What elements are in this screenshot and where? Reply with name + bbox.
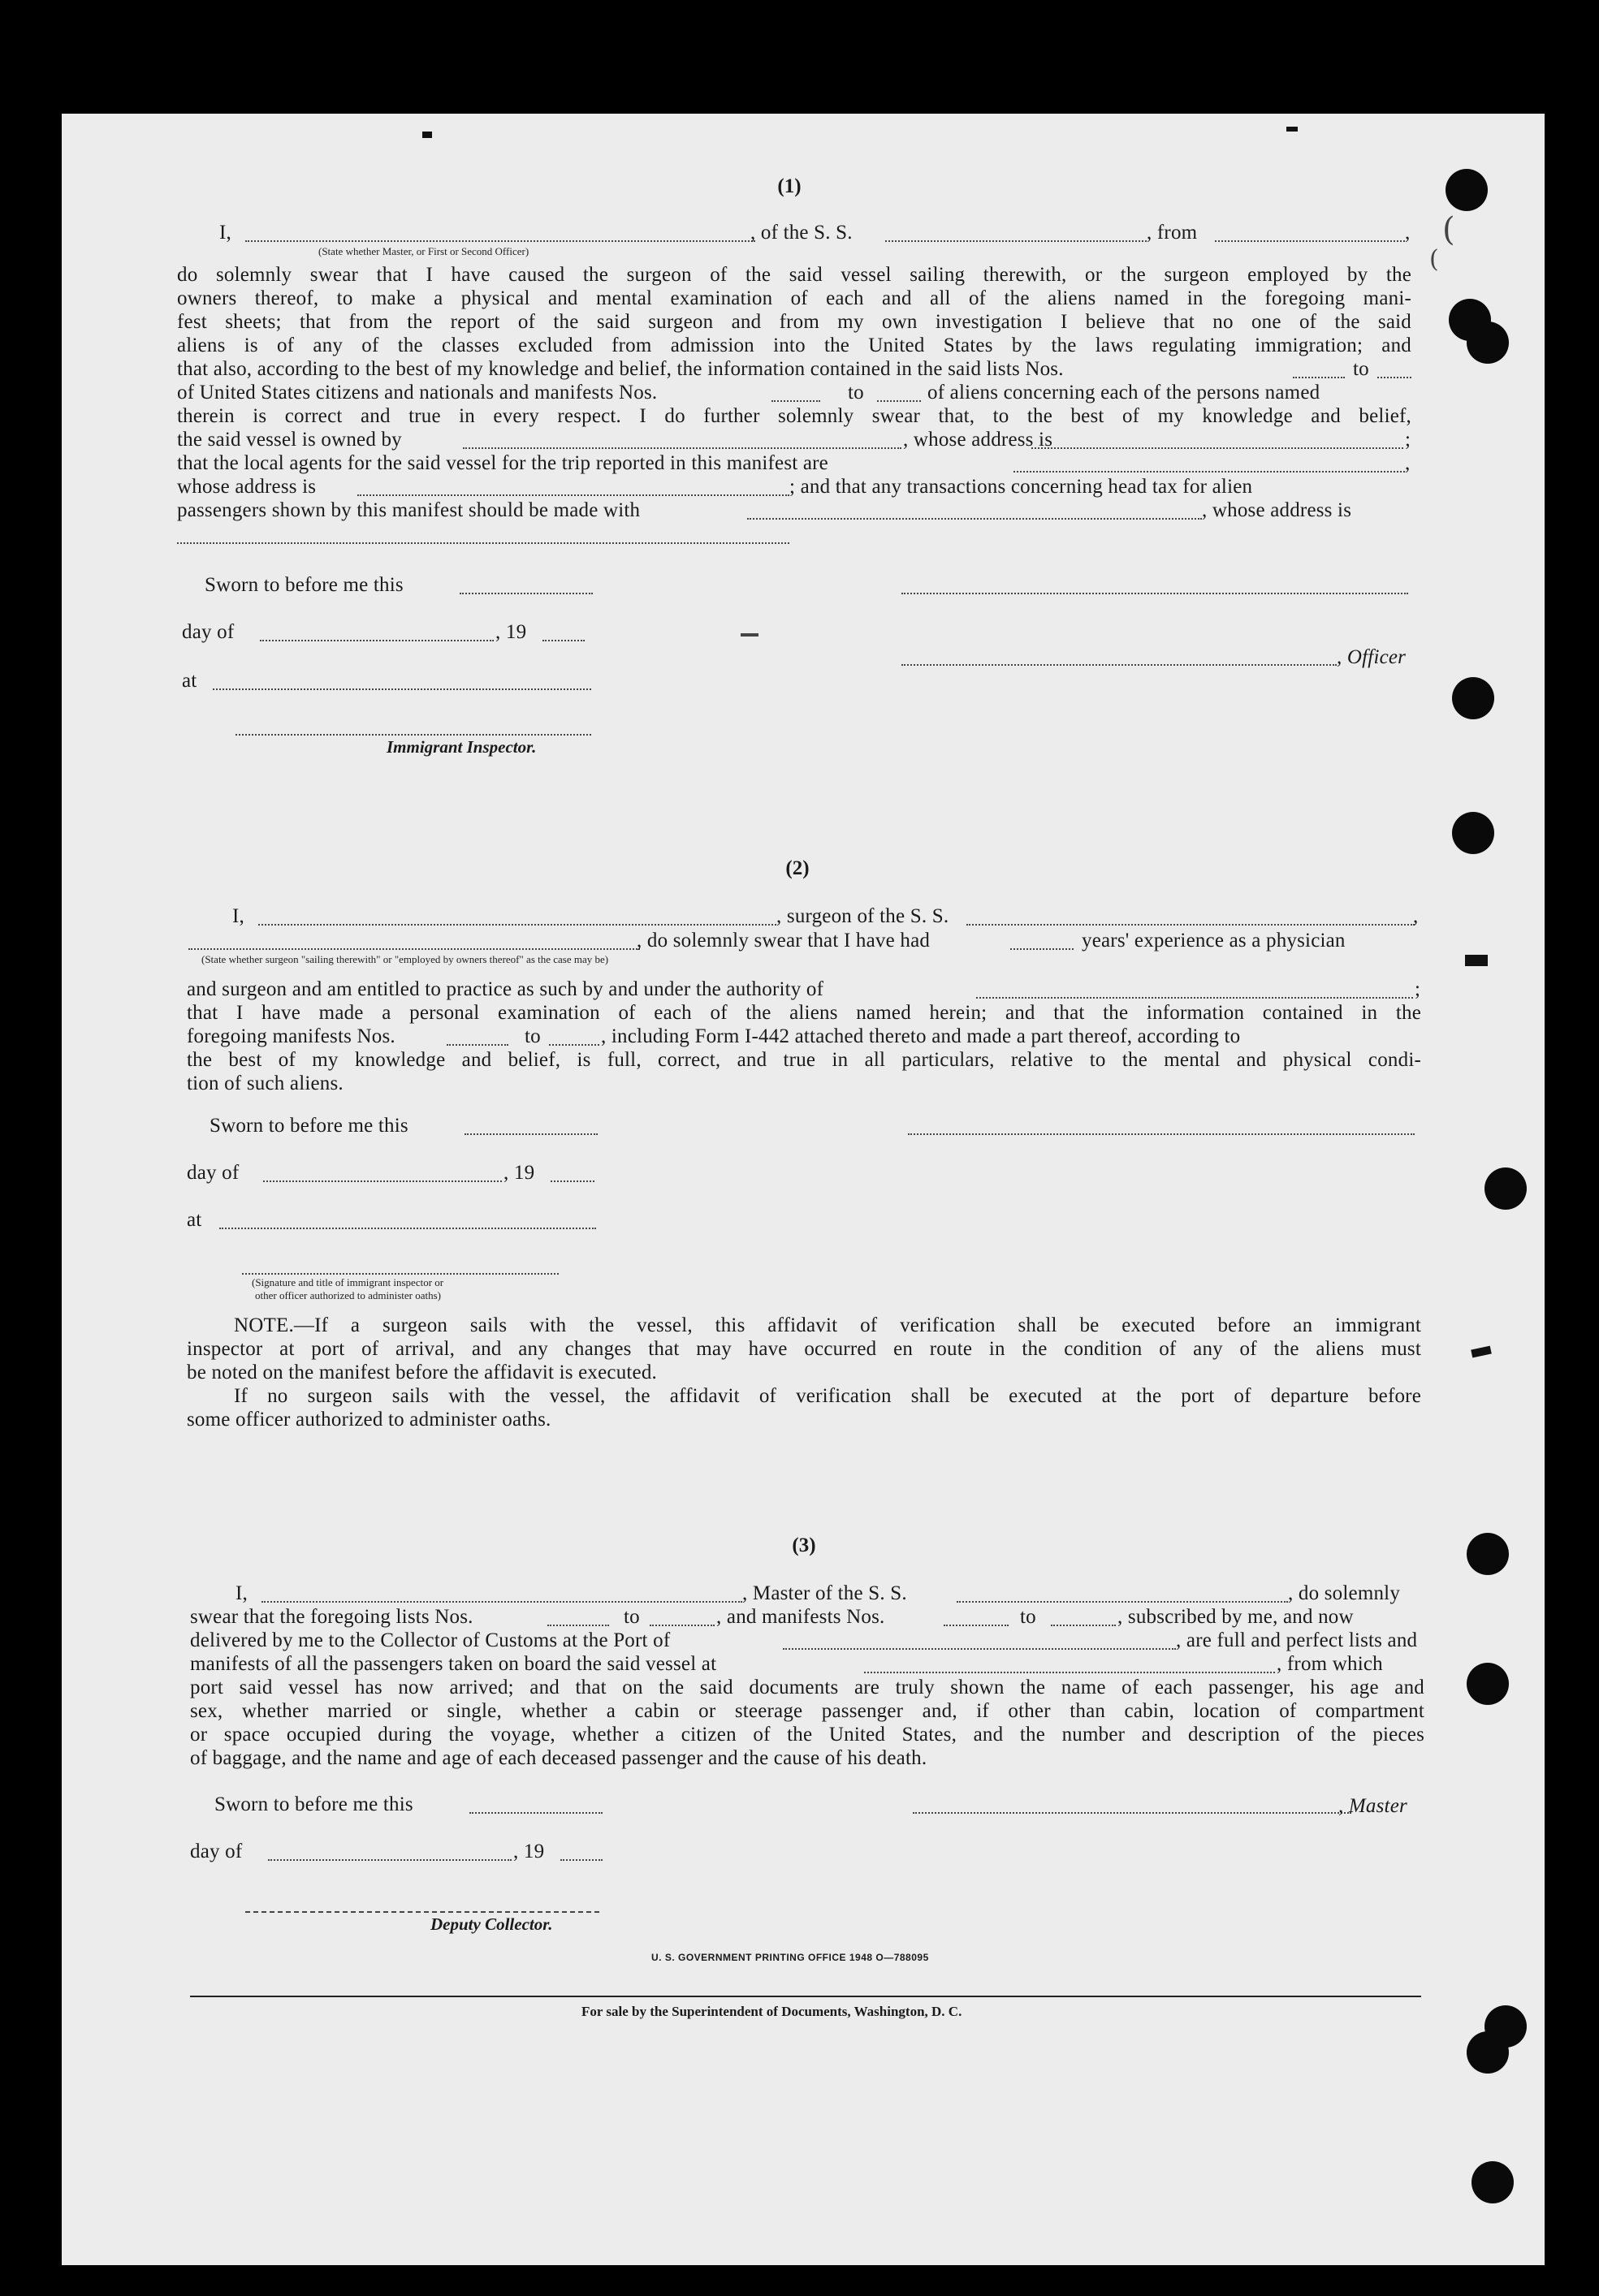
s1-line-1: I, — [219, 222, 231, 244]
section-heading-3: (3) — [792, 1534, 816, 1556]
s1-para-line-8-address: , whose address is — [903, 429, 1053, 451]
citizen-lists-from-field[interactable] — [1293, 375, 1345, 378]
s1-para-line-5-to: to — [1353, 358, 1369, 380]
s1-para-line-11-end: , whose address is — [1202, 499, 1352, 521]
s3-lists-to-field[interactable] — [650, 1623, 715, 1626]
local-agents-field[interactable] — [1013, 469, 1405, 473]
s3-line-3: delivered by me to the Collector of Customs at the Port of — [190, 1629, 671, 1651]
s2-line-1-surgeon: , surgeon of the S. S. — [776, 905, 949, 927]
s1-para-line-6-to: to — [848, 382, 864, 404]
scan-smudge — [1286, 127, 1298, 132]
s3-line-6: sex, whether married or single, whether a cabin or steerage passenger and, if other than cabin, location of compartment — [190, 1700, 1424, 1722]
s3-line-2-to2: to — [1020, 1606, 1036, 1628]
s2-para-line-4: the best of my knowledge and belief, is full, correct, and true in all particulars, relative to the mental and physical condi- — [187, 1049, 1421, 1071]
scan-smudge — [422, 132, 432, 138]
s2-para-line-3-to: to — [525, 1025, 541, 1047]
s2-note-line-3: be noted on the manifest before the affidavit is executed. — [187, 1362, 657, 1383]
master-name-field[interactable] — [245, 239, 755, 242]
sale-notice: For sale by the Superintendent of Documents, Washington, D. C. — [581, 2004, 962, 2019]
s2-at-label: at — [187, 1209, 202, 1231]
s1-line-1-of: , of the S. S. — [750, 222, 853, 244]
head-tax-contact-field[interactable] — [747, 516, 1202, 520]
s3-manifests-from-field[interactable] — [944, 1623, 1009, 1626]
vessel-owner-field[interactable] — [463, 446, 901, 449]
s3-line-4: manifests of all the passengers taken on board the said vessel at — [190, 1653, 717, 1675]
s2-para-line-5: tion of such aliens. — [187, 1072, 344, 1094]
surgeon-name-field[interactable] — [258, 922, 776, 926]
s1-para-line-8-end: ; — [1405, 429, 1411, 451]
s3-day-field[interactable] — [268, 1858, 512, 1861]
s1-officer-signature-field[interactable] — [901, 591, 1408, 594]
s2-note-line-1: NOTE.—If a surgeon sails with the vessel, this affidavit of verification shall be executed before an immigrant — [234, 1314, 1421, 1336]
punch-hole — [1467, 1533, 1509, 1575]
s2-sworn-date-field[interactable] — [465, 1132, 598, 1135]
s2-note-line-4: If no surgeon sails with the vessel, the affidavit of verification shall be executed at the port of departure before — [234, 1385, 1421, 1407]
s2-day-label: day of — [187, 1162, 240, 1184]
s1-day-label: day of — [182, 621, 235, 643]
s2-para-line-3: foregoing manifests Nos. — [187, 1025, 395, 1047]
s2-vessel-field[interactable] — [966, 922, 1415, 926]
alien-manifests-from-field[interactable] — [771, 399, 820, 402]
s3-line-1-end: , do solemnly — [1288, 1582, 1401, 1604]
s1-para-line-9: that the local agents for the said vessel for the trip reported in this manifest are — [177, 452, 828, 474]
s1-officer-note: (State whether Master, or First or Second Officer) — [318, 245, 529, 257]
s2-line-1-end: , — [1413, 905, 1419, 927]
footer-rule — [190, 1996, 1421, 1997]
punch-hole — [1452, 677, 1494, 719]
s3-lists-from-field[interactable] — [547, 1623, 609, 1626]
punch-hole — [1452, 812, 1494, 854]
s3-line-1: I, — [236, 1582, 248, 1604]
punch-hole — [1446, 169, 1488, 211]
section-heading-1: (1) — [777, 175, 802, 197]
section-heading-2: (2) — [785, 857, 810, 879]
s2-line-1: I, — [232, 905, 244, 927]
vessel-name-field[interactable] — [885, 239, 1147, 242]
s1-para-line-6-end: of aliens concerning each of the persons named — [927, 382, 1320, 404]
s1-year-field[interactable] — [542, 638, 585, 641]
head-tax-address-field[interactable] — [177, 541, 789, 544]
s1-line-1-from: , from — [1147, 222, 1198, 244]
s1-sworn-label: Sworn to before me this — [205, 574, 404, 596]
s1-year-label: , 19 — [495, 621, 527, 643]
s1-para-line-6: of United States citizens and nationals and manifests Nos. — [177, 382, 658, 404]
scan-smudge — [741, 633, 758, 637]
s2-para-line-1-end: ; — [1415, 978, 1421, 1000]
s3-line-2: swear that the foregoing lists Nos. — [190, 1606, 473, 1628]
s2-year-field[interactable] — [551, 1179, 594, 1182]
s1-para-line-9-end: , — [1405, 452, 1411, 474]
s3-line-8: of baggage, and the name and age of each deceased passenger and the cause of his death. — [190, 1747, 927, 1769]
s3-sworn-label: Sworn to before me this — [214, 1793, 413, 1815]
s1-para-line-10: whose address is — [177, 476, 317, 498]
punch-hole — [1467, 322, 1509, 364]
s2-manifests-to-field[interactable] — [549, 1042, 599, 1046]
s3-vessel-field[interactable] — [957, 1599, 1288, 1603]
s2-note-line-5: some officer authorized to administer oaths. — [187, 1409, 551, 1431]
pencil-mark: ( — [1429, 245, 1439, 274]
s1-para-line-10-end: ; and that any transactions concerning head tax for alien — [789, 476, 1253, 498]
form-page — [62, 114, 1545, 2265]
s2-note-line-2: inspector at port of arrival, and any changes that may have occurred en route in the condition of any of the aliens must — [187, 1338, 1421, 1360]
alien-manifests-to-field[interactable] — [877, 399, 921, 402]
owner-address-field[interactable] — [1031, 446, 1403, 449]
from-port-field[interactable] — [1215, 239, 1405, 242]
deputy-collector-label: Deputy Collector. — [430, 1914, 553, 1934]
s2-signature-note-1: (Signature and title of immigrant inspector or — [252, 1276, 444, 1288]
s2-para-line-3-end: , including Form I-442 attached thereto and made a part thereof, according to — [601, 1025, 1241, 1047]
s2-day-field[interactable] — [263, 1179, 502, 1182]
gpo-imprint: U. S. GOVERNMENT PRINTING OFFICE 1948 O—788095 — [651, 1952, 929, 1963]
s2-line-2: , do solemnly swear that I have had — [637, 930, 931, 952]
s3-line-2-to1: to — [624, 1606, 640, 1628]
s3-line-5: port said vessel has now arrived; and that on the said documents are truly shown the name of each passenger, his age and — [190, 1677, 1424, 1698]
s2-year-label: , 19 — [503, 1162, 535, 1184]
s3-line-1-master: , Master of the S. S. — [742, 1582, 907, 1604]
s1-officer-label: , Officer — [1337, 646, 1407, 668]
s3-year-field[interactable] — [560, 1858, 603, 1861]
s1-para-line-2: owners thereof, to make a physical and mental examination of each and all of the aliens named in the foregoing mani- — [177, 287, 1411, 309]
s2-surgeon-signature-field[interactable] — [908, 1132, 1415, 1135]
punch-hole — [1467, 1663, 1509, 1705]
deputy-collector-signature-field[interactable] — [245, 1910, 599, 1913]
punch-hole — [1484, 1167, 1527, 1210]
s2-at-field[interactable] — [219, 1226, 596, 1229]
s3-line-2-manifests: , and manifests Nos. — [716, 1606, 885, 1628]
s1-para-line-11: passengers shown by this manifest should be made with — [177, 499, 641, 521]
s2-inspector-signature-field[interactable] — [242, 1271, 559, 1275]
s1-officer-title-field[interactable] — [901, 662, 1337, 666]
s2-para-line-1: and surgeon and am entitled to practice as such by and under the authority of — [187, 978, 824, 1000]
s2-sworn-label: Sworn to before me this — [210, 1115, 408, 1137]
s1-at-label: at — [182, 670, 197, 692]
s3-year-label: , 19 — [513, 1841, 545, 1862]
s1-inspector-signature-field[interactable] — [236, 732, 591, 736]
s1-para-line-8: the said vessel is owned by — [177, 429, 402, 451]
surgeon-type-field[interactable] — [188, 947, 640, 950]
s2-surgeon-note: (State whether surgeon "sailing therewith" or "employed by owners thereof" as the case may be) — [201, 953, 609, 965]
scan-smudge — [1471, 1346, 1492, 1358]
punch-hole — [1467, 2031, 1509, 2074]
s1-at-field[interactable] — [213, 687, 591, 690]
s1-para-line-1: do solemnly swear that I have caused the surgeon of the said vessel sailing therewith, or the surgeon employed by the — [177, 264, 1411, 286]
s2-line-2-end: years' experience as a physician — [1082, 930, 1346, 952]
scan-smudge — [1465, 955, 1488, 966]
s2-para-line-2: that I have made a personal examination of each of the aliens named herein; and that the information contained in the — [187, 1002, 1421, 1024]
master-label: , Master — [1338, 1795, 1407, 1817]
s2-signature-note-2: other officer authorized to administer oaths) — [255, 1289, 441, 1301]
s3-day-label: day of — [190, 1841, 243, 1862]
pencil-mark: ( — [1442, 211, 1455, 248]
s3-line-4-end: , from which — [1277, 1653, 1383, 1675]
s3-line-2-end: , subscribed by me, and now — [1117, 1606, 1354, 1628]
immigrant-inspector-label: Immigrant Inspector. — [387, 737, 537, 757]
s3-master-name-field[interactable] — [261, 1599, 742, 1603]
practice-authority-field[interactable] — [976, 995, 1413, 999]
s3-line-3-end: , are full and perfect lists and — [1176, 1629, 1418, 1651]
agents-address-field[interactable] — [357, 493, 789, 496]
punch-hole — [1472, 2161, 1514, 2203]
note-label: NOTE. — [234, 1314, 294, 1336]
s3-line-7: or space occupied during the voyage, whether a citizen of the United States, and the number and description of the pieces — [190, 1724, 1424, 1746]
s1-para-line-3: fest sheets; that from the report of the said surgeon and from my own investigation I believe that no one of the said — [177, 311, 1411, 333]
s3-sworn-date-field[interactable] — [469, 1810, 603, 1814]
citizen-lists-to-field[interactable] — [1377, 375, 1411, 378]
s1-para-line-4: aliens is of any of the classes excluded from admission into the United States by the laws regulating immigration; and — [177, 334, 1411, 356]
s1-para-line-7: therein is correct and true in every respect. I do further solemnly swear that, to the best of my knowledge and belief, — [177, 405, 1411, 427]
s3-manifests-to-field[interactable] — [1051, 1623, 1116, 1626]
s3-master-signature-field[interactable] — [913, 1810, 1351, 1814]
s1-para-line-5: that also, according to the best of my knowledge and belief, the information contained in the said lists Nos. — [177, 358, 1064, 380]
s2-manifests-from-field[interactable] — [447, 1042, 508, 1046]
years-experience-field[interactable] — [1010, 947, 1074, 950]
customs-port-field[interactable] — [783, 1646, 1176, 1650]
s1-day-field[interactable] — [260, 638, 494, 641]
s1-sworn-date-field[interactable] — [460, 591, 593, 594]
boarding-port-field[interactable] — [864, 1670, 1275, 1673]
s1-line-1-end: , — [1405, 222, 1411, 244]
